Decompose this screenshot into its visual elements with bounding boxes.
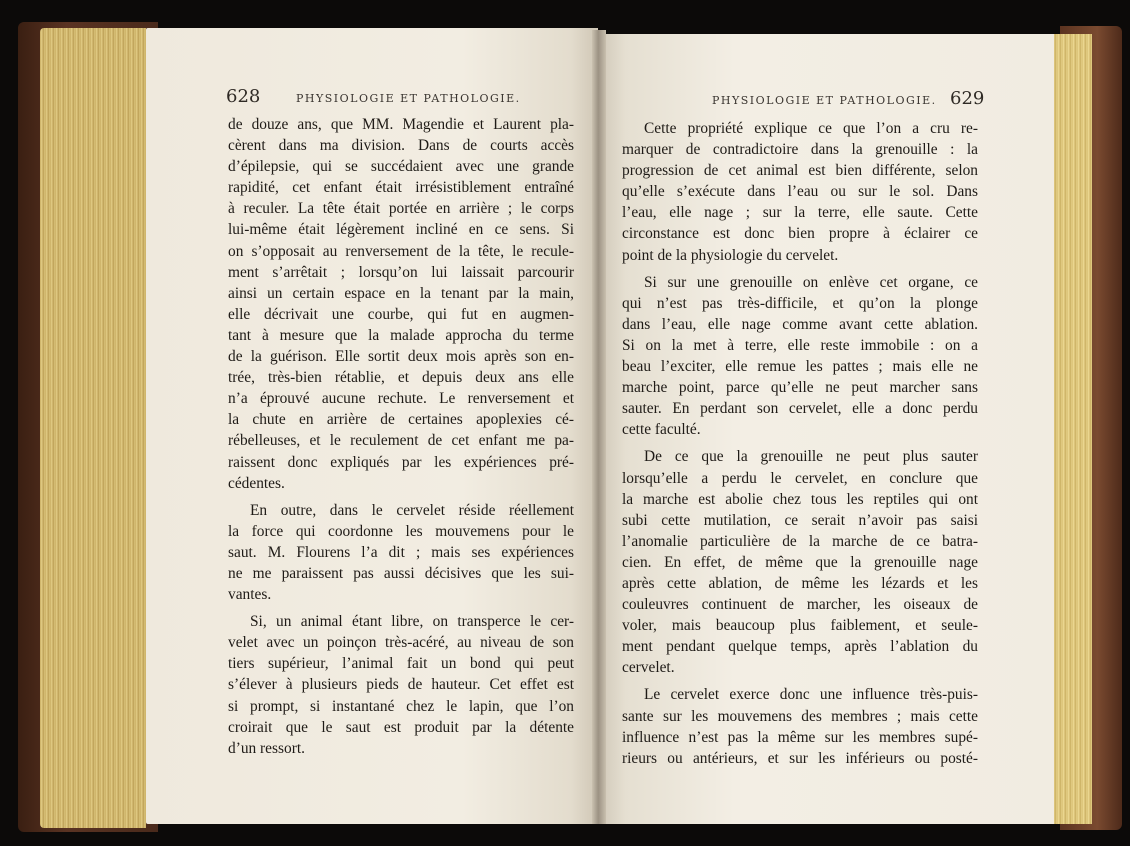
- book-gutter: [592, 30, 606, 824]
- text-line: circonstance est donc bien propre à éclairer ce: [622, 225, 978, 243]
- text-line: d’un ressort.: [228, 739, 305, 757]
- text-line: cédentes.: [228, 474, 285, 492]
- text-line: on s’opposait au renversement de la tête, le recule-: [228, 242, 574, 260]
- text-line: lorsqu’elle a perdu le cervelet, en conclure que: [622, 469, 978, 487]
- text-line: point de la physiologie du cervelet.: [622, 246, 839, 264]
- left-running-head: PHYSIOLOGIE ET PATHOLOGIE.: [296, 92, 521, 105]
- text-line: à reculer. La tête était portée en arrière ; le corps: [228, 200, 574, 218]
- text-line: progression de cet animal est bien différente, selon: [622, 162, 978, 180]
- left-page-body: [228, 114, 574, 759]
- text-line: l’eau, elle nage ; sur la terre, elle saute. Cette: [622, 204, 978, 222]
- text-line: Le cervelet exerce donc une influence très-puis-: [644, 686, 978, 704]
- text-line: cèrent dans ma division. Dans de courts accès: [228, 137, 574, 155]
- text-line: la force qui coordonne les mouvemens pour le: [228, 522, 574, 540]
- text-line: s’élever à plusieurs pieds de hauteur. Cet effet est: [228, 676, 574, 694]
- text-line: sauter. En perdant son cervelet, elle a donc perdu: [622, 400, 978, 418]
- text-line: saut. M. Flourens l’a dit ; mais ses expériences: [228, 543, 574, 561]
- text-line: rieurs ou antérieurs, et sur les inférieurs ou posté-: [622, 749, 978, 767]
- text-line: Si sur une grenouille on enlève cet organe, ce: [644, 273, 978, 291]
- text-line: marche point, parce qu’elle ne peut marcher sans: [622, 379, 978, 397]
- text-line: si prompt, si instantané chez le lapin, que l’on: [228, 697, 574, 715]
- text-line: De ce que la grenouille ne peut plus sauter: [644, 448, 978, 466]
- text-line: ainsi un certain espace en la tenant par la main,: [228, 284, 574, 302]
- text-line: En outre, dans le cervelet réside réellement: [250, 501, 574, 519]
- text-line: subi cette mutilation, ce serait n’avoir pas saisi: [622, 511, 978, 529]
- text-line: de la guérison. Elle sortit deux mois après son en-: [228, 348, 574, 366]
- right-gilt-page-edges: [1052, 34, 1092, 824]
- text-line: tiers supérieur, l’animal fait un bond qui peut: [228, 655, 574, 673]
- text-line: marquer de contradictoire dans la grenouille : la: [622, 141, 978, 159]
- text-line: Cette propriété explique ce que l’on a cru re-: [644, 120, 978, 137]
- text-line: vantes.: [228, 586, 272, 604]
- text-line: Si, un animal étant libre, on transperce le cer-: [250, 613, 574, 631]
- text-line: ment pendant quelque temps, après l’ablation du: [622, 638, 978, 656]
- text-line: croirait que le saut est produit par la détente: [228, 718, 574, 736]
- text-line: dans l’eau, elle nage comme avant cette ablation.: [622, 315, 978, 333]
- text-line: ment s’arrêtait ; lorsqu’on lui laissait parcourir: [228, 263, 574, 281]
- text-line: lui-même était légèrement incliné en ce sens. Si: [228, 221, 574, 239]
- left-page-number: 628: [226, 86, 261, 107]
- text-line: cette faculté.: [622, 421, 701, 439]
- text-line: ne me paraissent pas aussi décisives que les sui-: [228, 564, 574, 582]
- text-line: influence n’est pas la même sur les membres supé-: [622, 728, 978, 746]
- text-line: après cette ablation, de même les lézards et les: [622, 574, 978, 592]
- text-line: qu’elle s’exécute dans l’eau ou sur le sol. Dans: [622, 183, 978, 201]
- text-line: la marche est abolie chez tous les reptiles qui ont: [622, 490, 978, 508]
- left-gilt-page-edges: [40, 28, 146, 828]
- text-line: rapidité, cet enfant était irrésistiblement entraîné: [228, 179, 574, 197]
- text-line: elle décrivait une courbe, qui fut en augmen-: [228, 305, 574, 323]
- text-line: n’a éprouvé aucune rechute. Le renversement et: [228, 390, 574, 408]
- text-line: voler, mais beaucoup plus faiblement, et seule-: [622, 617, 978, 635]
- text-line: Si on la met à terre, elle reste immobile : on a: [622, 336, 978, 354]
- text-line: tant à mesure que la malade approcha du terme: [228, 326, 574, 344]
- text-line: la chute en arrière de certaines apoplexies cé-: [228, 411, 574, 429]
- text-line: raissent donc expliqués par les expériences pré-: [228, 453, 574, 471]
- text-line: l’anomalie particulière de la marche de ce batra-: [622, 532, 978, 550]
- text-line: velet avec un poinçon très-acéré, au niveau de son: [228, 634, 574, 652]
- text-line: cien. En effet, de même que la grenouille nage: [622, 553, 978, 571]
- text-line: beau l’exciter, elle remue les pattes ; mais elle ne: [622, 358, 978, 376]
- text-line: de douze ans, que MM. Magendie et Laurent pla-: [228, 116, 574, 133]
- text-line: rébelleuses, et le reculement de cet enfant me pa-: [228, 432, 574, 450]
- text-line: cervelet.: [622, 659, 675, 677]
- text-line: sante sur les mouvemens des membres ; mais cette: [622, 707, 978, 725]
- text-line: d’épilepsie, qui se succédaient avec une grande: [228, 158, 574, 176]
- text-line: couleuvres continuent de marcher, les oiseaux de: [622, 596, 978, 614]
- text-line: qui n’est pas très-difficile, et qu’on la plonge: [622, 294, 978, 312]
- right-page-number: 629: [950, 88, 985, 109]
- right-running-head: PHYSIOLOGIE ET PATHOLOGIE.: [712, 94, 937, 107]
- right-page-body: [622, 118, 978, 769]
- text-line: trée, très-bien rétablie, et depuis deux ans elle: [228, 369, 574, 387]
